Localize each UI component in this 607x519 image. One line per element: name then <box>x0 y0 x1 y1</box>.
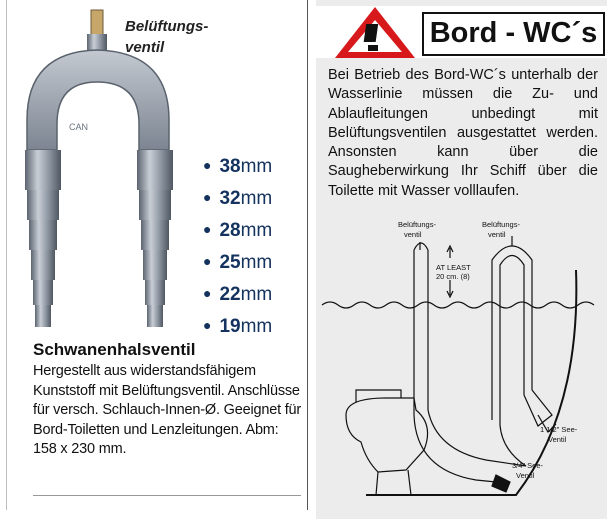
height-label-line2: 20 cm. (8) <box>436 272 470 281</box>
bullet-icon: ● <box>203 189 212 205</box>
size-unit: mm <box>240 252 273 273</box>
size-item <box>203 182 272 214</box>
large-sea-valve-label: 1 1/2" See- <box>540 425 578 434</box>
bullet-icon: ● <box>203 221 212 237</box>
size-list <box>203 150 272 342</box>
small-sea-valve-label-line2: Ventil <box>516 471 535 480</box>
vent-label-right: Belüftungs- <box>482 220 520 229</box>
warning-title: Bord - WC´s <box>422 12 605 56</box>
vent-label-right-line2: ventil <box>488 230 506 239</box>
vent-label-left: Belüftungs- <box>398 220 436 229</box>
height-label: AT LEAST <box>436 263 471 272</box>
large-sea-valve-label-line2: Ventil <box>548 435 567 444</box>
vent-valve-caption-line1: Belüftungs- <box>125 18 209 35</box>
warning-header <box>316 6 607 58</box>
product-title: Schwanenhalsventil <box>33 340 196 359</box>
size-item <box>203 310 272 342</box>
vent-valve-caption <box>125 16 208 58</box>
size-number: 38 <box>219 156 241 177</box>
vent-label-left-line2: ventil <box>404 230 422 239</box>
size-unit: mm <box>240 188 273 209</box>
warning-text: Bei Betrieb des Bord-WC´s unterhalb der Wasserlinie müssen die Zu- und Ablaufleitungen unbedingt mit Belüftungsventilen ausgestattet werden. Ansonsten kann über die Saugheberwirkung Ihr Schiff über die Toilette mit Wasser volllaufen. <box>328 67 598 199</box>
size-item <box>203 150 272 182</box>
product-description: Hergestellt aus widerstandsfähigem Kunststoff mit Belüftungsventil. Anschlüsse für versch. Schlauch-Innen-Ø. Geeignet für Bord-Toiletten und Lenzleitungen. Abm: 158 x 230 mm. <box>33 363 302 457</box>
bullet-icon: ● <box>203 285 212 301</box>
bullet-icon: ● <box>203 317 212 333</box>
size-item <box>203 214 272 246</box>
toilet-installation-diagram <box>316 210 607 510</box>
size-unit: mm <box>240 316 273 337</box>
bullet-icon: ● <box>203 253 212 269</box>
size-number: 25 <box>219 252 241 273</box>
vent-valve-caption-line2: ventil <box>125 39 165 56</box>
size-number: 28 <box>219 220 241 241</box>
product-panel <box>6 0 308 510</box>
size-unit: mm <box>240 156 273 177</box>
size-unit: mm <box>240 284 273 305</box>
bullet-icon: ● <box>203 157 212 173</box>
size-item <box>203 246 272 278</box>
size-item <box>203 278 272 310</box>
small-sea-valve-label: 3/4" See- <box>512 461 544 470</box>
divider <box>33 495 301 496</box>
size-number: 22 <box>219 284 241 305</box>
warning-triangle-icon <box>332 4 418 60</box>
warning-panel <box>316 0 607 519</box>
size-unit: mm <box>240 220 273 241</box>
size-number: 19 <box>219 316 241 337</box>
svg-text:CAN: CAN <box>69 122 89 132</box>
size-number: 32 <box>219 188 241 209</box>
